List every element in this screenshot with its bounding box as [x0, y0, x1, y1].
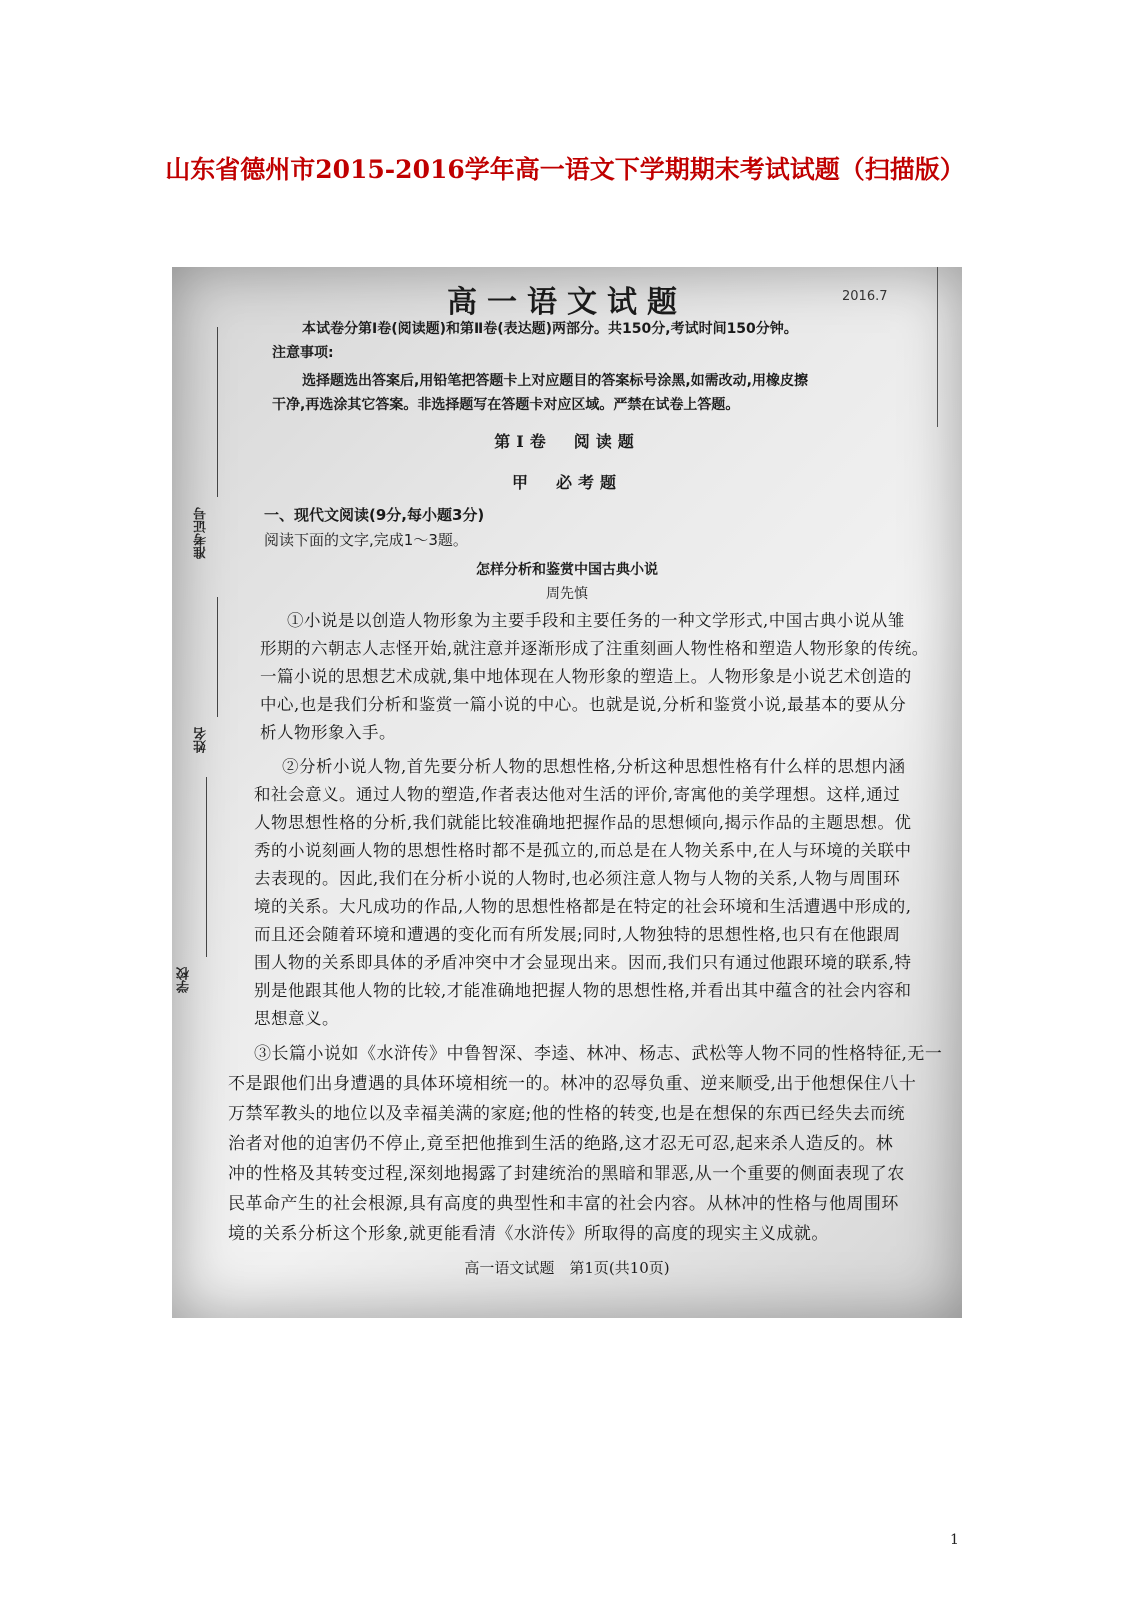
- part1-title: 第Ⅰ卷 阅读题: [494, 432, 640, 451]
- margin-line-3: [206, 777, 207, 957]
- question-1-instruction: 阅读下面的文字,完成1～3题。: [264, 531, 468, 549]
- name-label: 姓名: [194, 727, 209, 753]
- exam-title: 高一语文试题: [447, 285, 687, 320]
- notice-line-2: 干净,再选涂其它答案。非选择题写在答题卡对应区域。严禁在试卷上答题。: [272, 397, 740, 413]
- notice-line-1: 选择题选出答案后,用铅笔把答题卡上对应题目的答案标号涂黑,如需改动,用橡皮擦: [302, 373, 808, 389]
- para2-line-8: 围人物的关系即具体的矛盾冲突中才会显现出来。因而,我们只有通过他跟环境的联系,特: [254, 953, 912, 972]
- para1-line-1: ①小说是以创造人物形象为主要手段和主要任务的一种文学形式,中国古典小说从雏: [287, 611, 905, 630]
- section-a-title: 甲 必考题: [511, 473, 622, 492]
- para2-line-9: 别是他跟其他人物的比较,才能准确地把握人物的思想性格,并看出其中蕴含的社会内容和: [254, 981, 912, 1000]
- para2-line-1: ②分析小说人物,首先要分析人物的思想性格,分析这种思想性格有什么样的思想内涵: [282, 757, 906, 776]
- para3-line-6: 民革命产生的社会根源,具有高度的典型性和丰富的社会内容。从林冲的性格与他周围环: [228, 1194, 899, 1214]
- notice-heading: 注意事项:: [272, 345, 334, 361]
- para3-line-3: 万禁军教头的地位以及幸福美满的家庭;他的性格的转变,也是在想保的东西已经失去而统: [228, 1104, 906, 1124]
- admission-number-label: 准考证号: [194, 507, 209, 559]
- para1-line-3: 一篇小说的思想艺术成就,集中地体现在人物形象的塑造上。人物形象是小说艺术创造的: [260, 667, 912, 686]
- question-1-heading: 一、现代文阅读(9分,每小题3分): [264, 506, 485, 524]
- article-title: 怎样分析和鉴赏中国古典小说: [476, 562, 658, 578]
- para2-line-2: 和社会意义。通过人物的塑造,作者表达他对生活的评价,寄寓他的美学理想。这样,通过: [254, 785, 901, 804]
- para3-line-5: 冲的性格及其转变过程,深刻地揭露了封建统治的黑暗和罪恶,从一个重要的侧面表现了农: [228, 1164, 905, 1184]
- scanned-exam-page: [172, 267, 962, 1318]
- para2-line-5: 去表现的。因此,我们在分析小说的人物时,也必须注意人物与人物的关系,人物与周围环: [254, 869, 901, 888]
- school-label: 学校: [177, 967, 192, 993]
- para2-line-6: 境的关系。大凡成功的作品,人物的思想性格都是在特定的社会环境和生活遭遇中形成的,: [254, 897, 912, 916]
- para2-line-3: 人物思想性格的分析,我们就能比较准确地把握作品的思想倾向,揭示作品的主题思想。优: [254, 813, 912, 832]
- para3-line-7: 境的关系分析这个形象,就更能看清《水浒传》所取得的高度的现实主义成就。: [228, 1224, 829, 1244]
- para2-line-7: 而且还会随着环境和遭遇的变化而有所发展;同时,人物独特的思想性格,也只有在他跟周: [254, 925, 901, 944]
- para1-line-2: 形期的六朝志人志怪开始,就注意并逐渐形成了注重刻画人物性格和塑造人物形象的传统。: [260, 639, 929, 658]
- exam-date: 2016.7: [842, 289, 888, 304]
- page-number: 1: [950, 1532, 959, 1548]
- para2-line-4: 秀的小说刻画人物的思想性格时都不是孤立的,而总是在人物关系中,在人与环境的关联中: [254, 841, 912, 860]
- document-title: 山东省德州市2015-2016学年高一语文下学期期末考试试题（扫描版）: [165, 155, 965, 184]
- exam-footer: 高一语文试题 第1页(共10页): [464, 1259, 670, 1277]
- para1-line-5: 析人物形象入手。: [260, 723, 396, 742]
- article-author: 周先慎: [546, 586, 588, 602]
- para1-line-4: 中心,也是我们分析和鉴赏一篇小说的中心。也就是说,分析和鉴赏小说,最基本的要从分: [260, 695, 907, 714]
- para2-line-10: 思想意义。: [254, 1009, 339, 1028]
- margin-line-2: [217, 597, 218, 717]
- right-margin-rule: [937, 267, 938, 427]
- para3-line-4: 治者对他的迫害仍不停止,竟至把他推到生活的绝路,这才忍无可忍,起来杀人造反的。林: [228, 1134, 894, 1154]
- margin-line-1: [217, 327, 218, 497]
- para3-line-2: 不是跟他们出身遭遇的具体环境相统一的。林冲的忍辱负重、逆来顺受,出于他想保住八十: [228, 1074, 917, 1094]
- para3-line-1: ③长篇小说如《水浒传》中鲁智深、李逵、林冲、杨志、武松等人物不同的性格特征,无一: [254, 1044, 943, 1064]
- exam-intro: 本试卷分第Ⅰ卷(阅读题)和第Ⅱ卷(表达题)两部分。共150分,考试时间150分钟。: [302, 321, 798, 337]
